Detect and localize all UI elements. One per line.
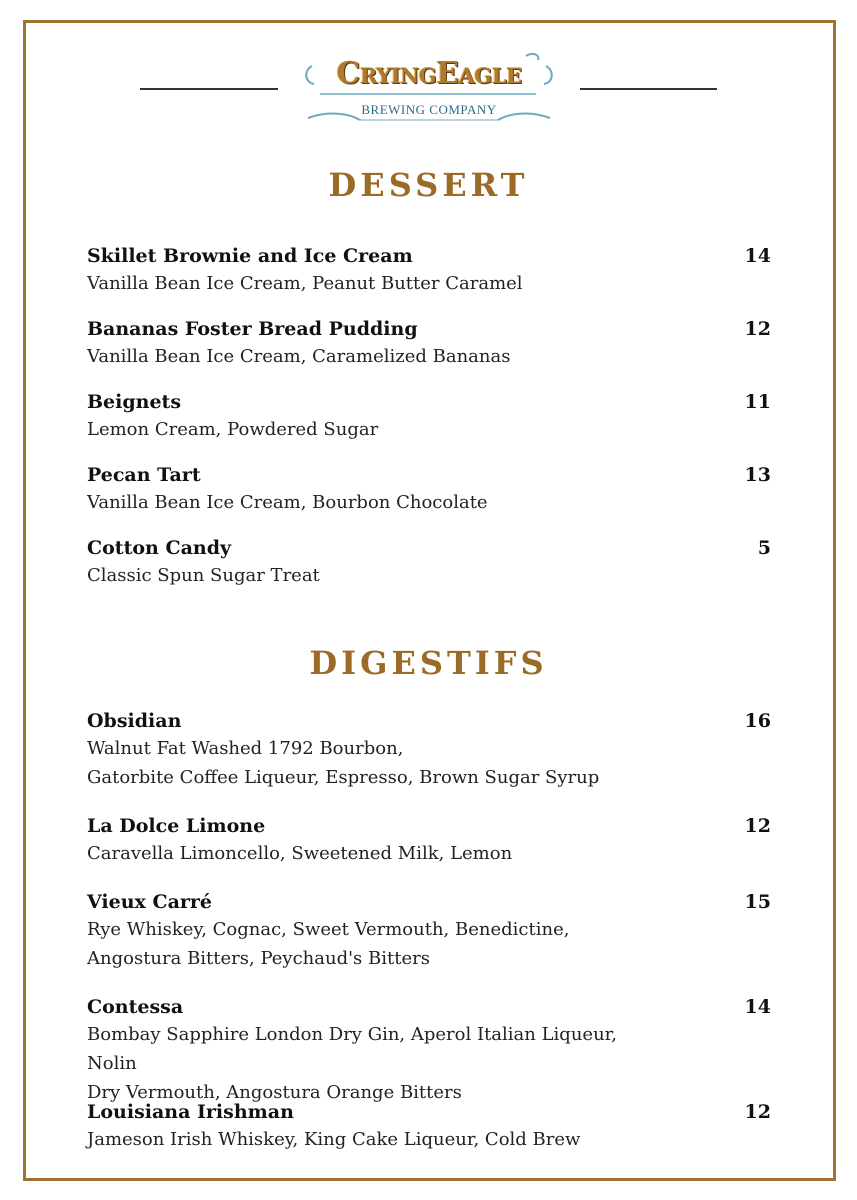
item-description: Dry Vermouth, Angostura Orange Bitters <box>87 1082 462 1103</box>
menu-item <box>87 994 771 1107</box>
item-description: Classic Spun Sugar Treat <box>87 565 320 586</box>
item-name: Pecan Tart <box>87 464 201 486</box>
logo-subtitle: BREWING COMPANY <box>361 102 497 117</box>
item-description: Lemon Cream, Powdered Sugar <box>87 419 379 440</box>
header-rule-left <box>140 88 278 90</box>
item-description: Vanilla Bean Ice Cream, Peanut Butter Caramel <box>87 273 523 294</box>
item-price: 14 <box>744 245 771 267</box>
item-description: Vanilla Bean Ice Cream, Caramelized Bananas <box>87 346 511 367</box>
item-description: Bombay Sapphire London Dry Gin, Aperol Italian Liqueur, <box>87 1024 618 1045</box>
header-rule-right <box>580 88 717 90</box>
item-description: Walnut Fat Washed 1792 Bourbon, <box>87 738 404 759</box>
menu-item <box>87 389 771 444</box>
item-description: Vanilla Bean Ice Cream, Bourbon Chocolate <box>87 492 488 513</box>
item-price: 5 <box>757 537 771 559</box>
menu-item <box>87 243 771 298</box>
item-name: Beignets <box>87 391 182 413</box>
logo-wordmark: CryingEagle <box>336 56 522 91</box>
item-name: Contessa <box>87 996 184 1018</box>
item-name: Cotton Candy <box>87 537 232 559</box>
menu-item <box>87 1099 771 1154</box>
menu-item <box>87 535 771 590</box>
menu-item <box>87 708 771 792</box>
item-description: Nolin <box>87 1053 137 1074</box>
menu-item <box>87 462 771 517</box>
brand-logo <box>300 48 558 130</box>
item-price: 12 <box>744 318 771 340</box>
item-description: Rye Whiskey, Cognac, Sweet Vermouth, Benedictine, <box>87 919 570 940</box>
item-description: Gatorbite Coffee Liqueur, Espresso, Brown Sugar Syrup <box>87 767 600 788</box>
item-name: La Dolce Limone <box>87 815 266 837</box>
item-name: Bananas Foster Bread Pudding <box>87 318 418 340</box>
item-price: 14 <box>744 996 771 1018</box>
section-title-digestifs: DIGESTIFS <box>309 644 548 682</box>
section-title-dessert: DESSERT <box>328 166 529 204</box>
item-price: 16 <box>744 710 771 732</box>
menu-item <box>87 316 771 371</box>
item-price: 12 <box>744 815 771 837</box>
item-price: 11 <box>744 391 771 413</box>
menu-item <box>87 813 771 868</box>
menu-item <box>87 889 771 973</box>
item-description: Caravella Limoncello, Sweetened Milk, Lemon <box>87 843 513 864</box>
item-price: 13 <box>744 464 771 486</box>
item-description: Angostura Bitters, Peychaud's Bitters <box>87 948 430 969</box>
item-name: Vieux Carré <box>87 891 213 913</box>
item-name: Louisiana Irishman <box>87 1101 294 1123</box>
item-description: Jameson Irish Whiskey, King Cake Liqueur, Cold Brew <box>87 1129 581 1150</box>
item-name: Skillet Brownie and Ice Cream <box>87 245 413 267</box>
item-price: 12 <box>744 1101 771 1123</box>
item-price: 15 <box>744 891 771 913</box>
item-name: Obsidian <box>87 710 182 732</box>
